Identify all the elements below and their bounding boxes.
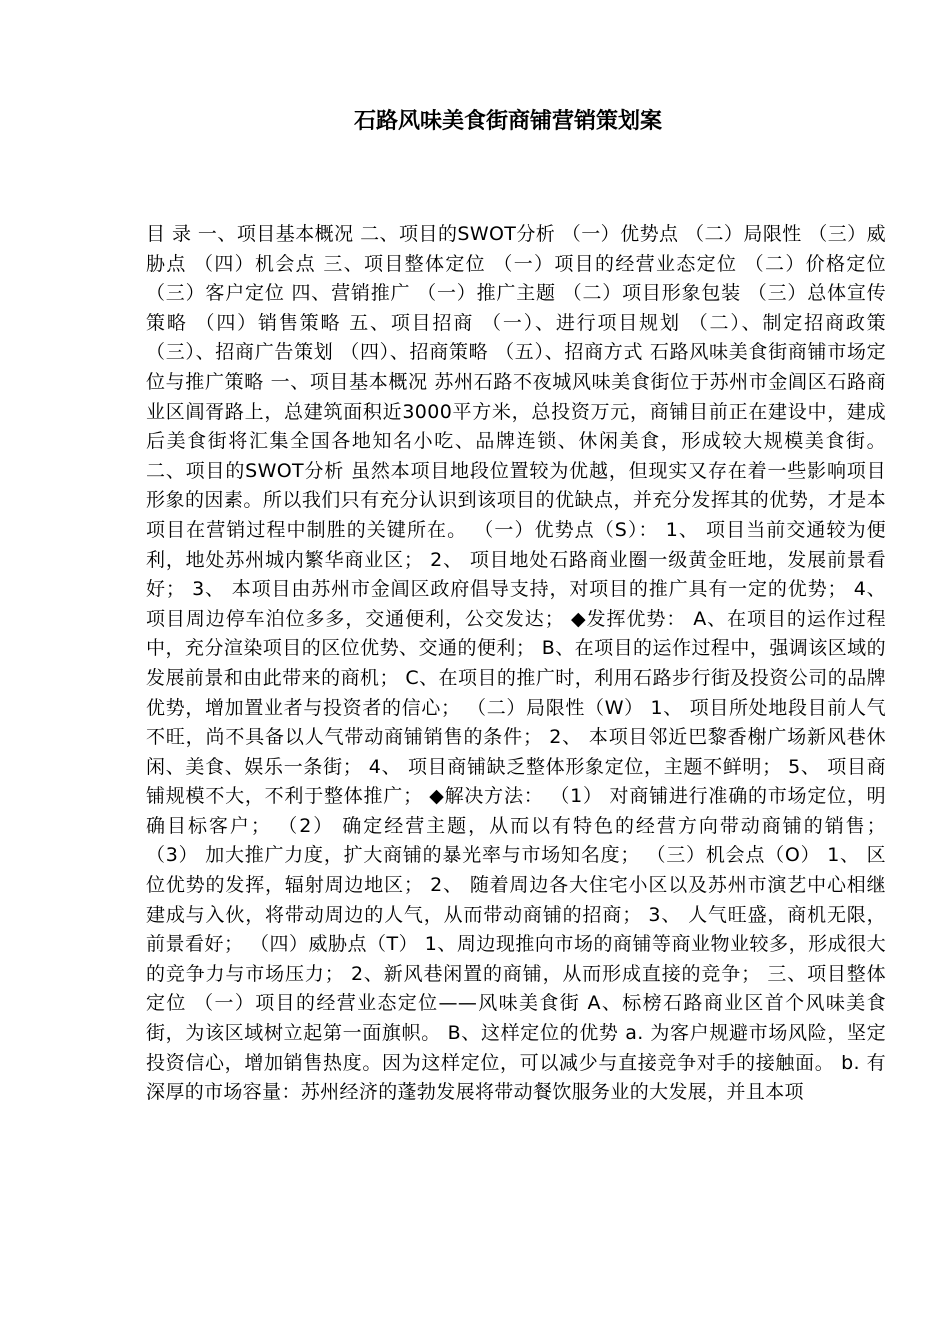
document-title: 石路风味美食街商铺营销策划案 <box>353 108 662 134</box>
document-body-text: 目 录 一、项目基本概况 二、项目的SWOT分析 （一）优势点 （二）局限性 （三）威胁点 （四）机会点 三、项目整体定位 （一）项目的经营业态定位 （二）价格定位 （三）客户定位 四、营销推广 （一）推广主题 （二）项目形象包装 （三）总体宣传策略 （四）销售策略 五、项目招商 （一）、进行项目规划 （二）、制定招商政策 （三）、招商广告策划 （四）、招商策略 （五）、招商方式 石路风味美食街商铺市场定位与推广策略 一、项目基本概况 苏州石路不夜城风味美食街位于苏州市金阊区石路商业区阊胥路上，总建筑面积近3000平方米，总投资万元，商铺目前正在建设中，建成后美食街将汇集全国各地知名小吃、品牌连锁、休闲美食，形成较大规模美食街。 二、项目的SWOT分析 虽然本项目地段位置较为优越，但现实又存在着一些影响项目形象的因素。所以我们只有充分认识到该项目的优缺点，并充分发挥其的优势，才是本项目在营销过程中制胜的关键所在。 （一）优势点（S）： 1、 项目当前交通较为便利，地处苏州城内繁华商业区； 2、 项目地处石路商业圈一级黄金旺地，发展前景看好； 3、 本项目由苏州市金阊区政府倡导支持，对项目的推广具有一定的优势； 4、 项目周边停车泊位多多，交通便利，公交发达； ◆发挥优势： A、在项目的运作过程中，充分渲染项目的区位优势、交通的便利； B、在项目的运作过程中，强调该区域的发展前景和由此带来的商机； C、在项目的推广时，利用石路步行街及投资公司的品牌优势，增加置业者与投资者的信心； （二）局限性（W） 1、 项目所处地段目前人气不旺，尚不具备以人气带动商铺销售的条件； 2、 本项目邻近巴黎香榭广场新风巷休闲、美食、娱乐一条街； 4、 项目商铺缺乏整体形象定位，主题不鲜明； 5、 项目商铺规模不大，不利于整体推广； ◆解决方法： （1） 对商铺进行准确的市场定位，明确目标客户； （2） 确定经营主题，从而以有特色的经营方向带动商铺的销售； （3） 加大推广力度，扩大商铺的暴光率与市场知名度； （三）机会点（O） 1、 区位优势的发挥，辐射周边地区； 2、 随着周边各大住宅小区以及苏州市演艺中心相继建成与入伙，将带动周边的人气，从而带动商铺的招商； 3、 人气旺盛，商机无限，前景看好； （四）威胁点（T） 1、周边现推向市场的商铺等商业物业较多，形成很大的竞争力与市场压力； 2、新风巷闲置的商铺，从而形成直接的竞争； 三、项目整体定位 （一）项目的经营业态定位——风味美食街 A、标榜石路商业区首个风味美食街，为该区域树立起第一面旗帜。 B、这样定位的优势 a. 为客户规避市场风险，坚定投资信心，增加销售热度。因为这样定位，可以减少与直接竞争对手的接触面。 b. 有深厚的市场容量：苏州经济的蓬勃发展将带动餐饮服务业的大发展，并且本项 <box>146 223 886 1104</box>
